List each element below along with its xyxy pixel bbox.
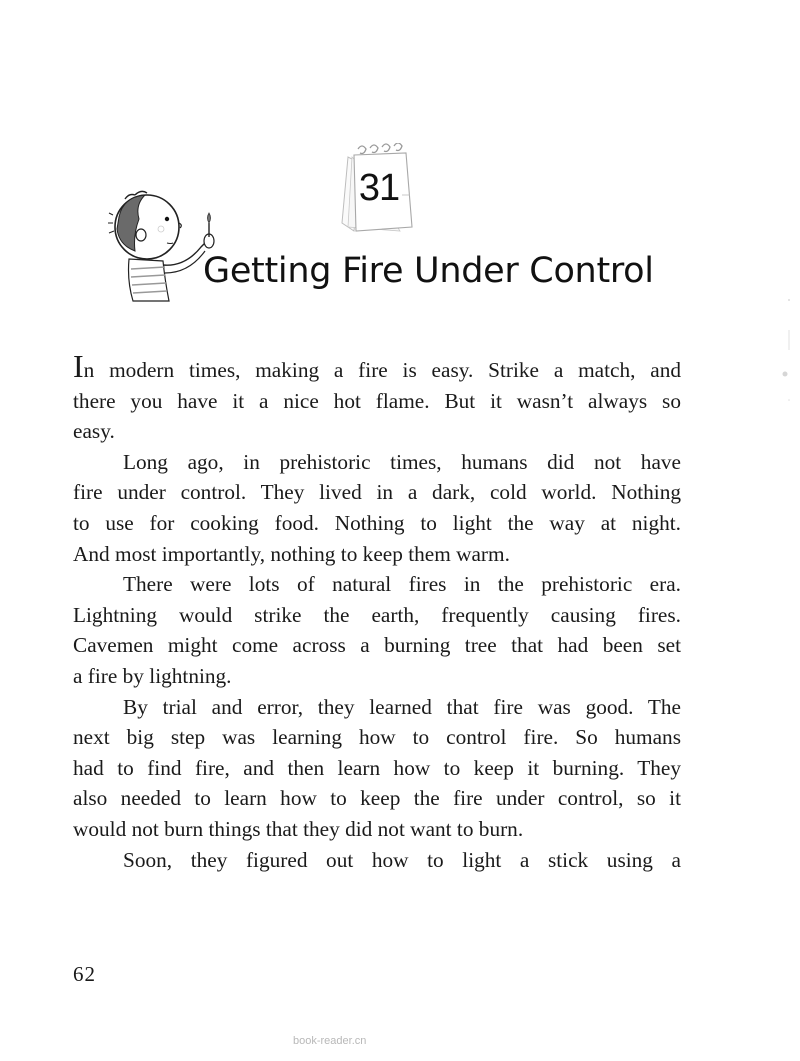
text-line: Soon, they figured out how to light a stick using a [123, 847, 681, 872]
text-line: a fire by lightning. [73, 663, 232, 688]
chapter-number: 31 [358, 167, 400, 209]
chapter-title: Getting Fire Under Control [203, 251, 654, 291]
scan-edge-marks [775, 290, 795, 410]
text-line: There were lots of natural fires in the prehistoric era. [123, 572, 681, 597]
text-line: fire under control. They lived in a dark, cold world. Nothing [73, 480, 681, 505]
body-text [73, 348, 681, 875]
paragraph [73, 692, 681, 845]
page-number: 62 [73, 962, 96, 986]
paragraph [73, 569, 681, 691]
paragraph [73, 845, 681, 876]
drop-cap: I [73, 348, 84, 384]
text-line: there you have it a nice hot flame. But it wasn’t always so [73, 388, 681, 413]
text-line: By trial and error, they learned that fire was good. The [123, 694, 681, 719]
text-line: also needed to learn how to keep the fire under control, so it [73, 786, 681, 811]
text-line: easy. [73, 419, 115, 444]
text-line: Cavemen might come across a burning tree that had been set [73, 633, 681, 658]
text-line: would not burn things that they did not want to burn. [73, 816, 524, 841]
paragraph [73, 348, 681, 447]
paragraph [73, 447, 681, 569]
text-line: In modern times, making a fire is easy. Strike a match, and [73, 348, 681, 384]
text-line: had to find fire, and then learn how to keep it burning. They [73, 755, 681, 780]
text-line: next big step was learning how to control fire. So humans [73, 725, 681, 750]
watermark: book-reader.cn [293, 1035, 367, 1047]
text-line: Long ago, in prehistoric times, humans did not have [123, 449, 681, 474]
text-line: to use for cooking food. Nothing to light the way at night. [73, 510, 681, 535]
text-line: Lightning would strike the earth, frequently causing fires. [73, 602, 681, 627]
text-line: And most importantly, nothing to keep them warm. [73, 541, 510, 566]
